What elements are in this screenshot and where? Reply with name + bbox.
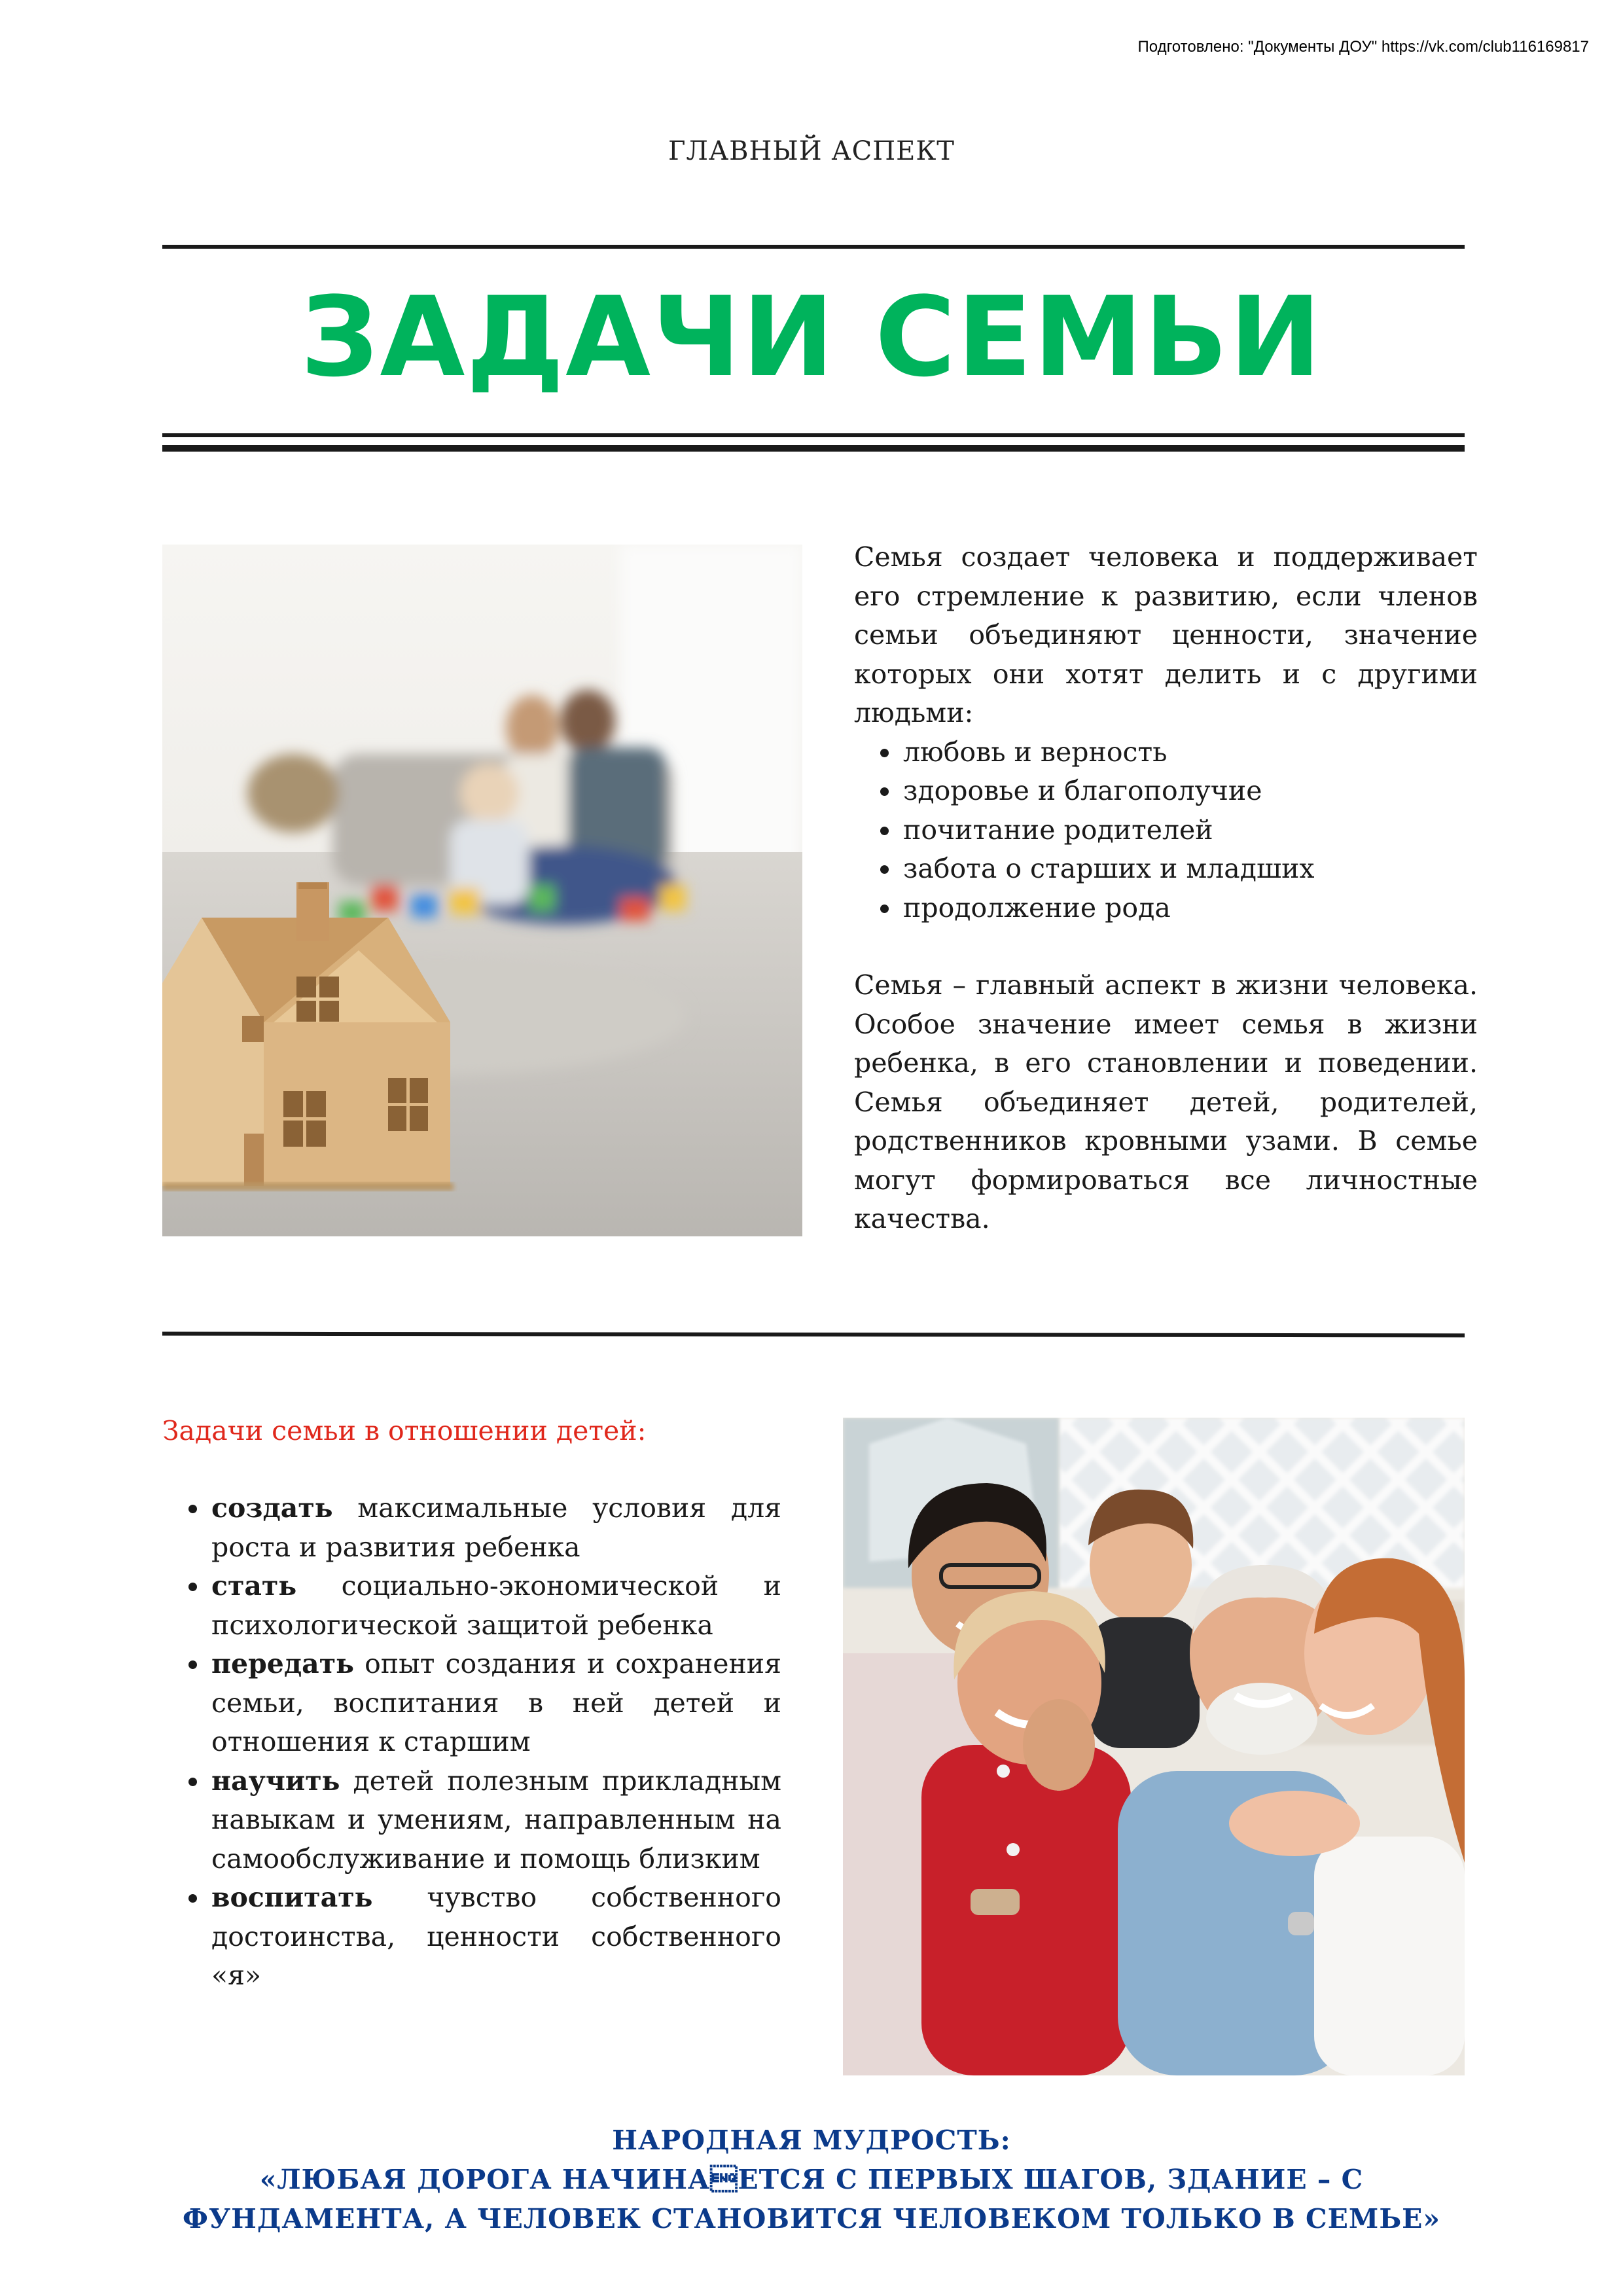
task-text: опыт создания и сохранения семьи, воспитания в ней детей и отношения к старшим: [211, 1648, 781, 1757]
page-title: ЗАДАЧИ СЕМЬИ: [300, 273, 1323, 401]
task-verb: научить: [211, 1765, 340, 1797]
list-item: [162, 1762, 781, 1879]
list-item: [162, 1489, 781, 1567]
intro-paragraph-2: Семья – главный аспект в жизни человека. Особое значение имеет семья в жизни ребенка, в его становлении и поведении. Семья объединяет детей, родителей, родственников кровными узами. В семье могут формироваться все личностные качества.: [854, 969, 1478, 1234]
values-list: [854, 733, 1478, 928]
intro-section: [854, 538, 1478, 1239]
task-verb: передать: [211, 1648, 354, 1679]
list-item: [162, 1567, 781, 1645]
wisdom-line: «ЛЮБАЯ ДОРОГА НАЧИНАЕТСЯ С ПЕРВЫХ ШАГОВ, ЗДАНИЕ – С: [259, 2164, 1364, 2195]
intro-lead: Семья создает человека и поддерживает его стремление к развитию, если членов семьи объединяют ценности, значение которых они хотят делить и с другими людьми:: [854, 541, 1478, 728]
title-double-rule-bottom: [162, 445, 1465, 452]
list-item: здоровье и благополучие: [854, 772, 1478, 811]
credit-note: Подготовлено: "Документы ДОУ" https://vk.com/club116169817: [1137, 38, 1589, 56]
list-item: почитание родителей: [854, 811, 1478, 850]
title-double-rule-top: [162, 433, 1465, 437]
task-verb: создать: [211, 1492, 333, 1524]
top-rule: [162, 245, 1465, 249]
list-item: забота о старших и младших: [854, 850, 1478, 889]
list-item: [162, 1645, 781, 1762]
folk-wisdom: [0, 2121, 1623, 2238]
tasks-heading: Задачи семьи в отношении детей:: [162, 1415, 647, 1446]
kicker-text: ГЛАВНЫЙ АСПЕКТ: [668, 136, 955, 166]
list-item: продолжение рода: [854, 889, 1478, 928]
family-group-illustration: [843, 1418, 1465, 2075]
task-verb: воспитать: [211, 1882, 373, 1913]
section-divider: [162, 1332, 1465, 1338]
tasks-list: [162, 1489, 781, 1996]
list-item: [162, 1878, 781, 1996]
house-family-illustration: [162, 545, 802, 1236]
house-family-photo: [162, 545, 802, 1236]
task-verb: стать: [211, 1570, 297, 1602]
wisdom-heading: НАРОДНАЯ МУДРОСТЬ:: [612, 2125, 1011, 2156]
multigenerational-family-photo: [843, 1418, 1465, 2075]
task-text: детей полезным прикладным навыкам и умениям, направленным на самообслуживание и помощь близким: [211, 1765, 781, 1874]
task-text: социально-экономической и психологической защитой ребенка: [211, 1570, 781, 1641]
task-text: максимальные условия для роста и развития ребенка: [211, 1492, 781, 1563]
task-text: чувство собственного достоинства, ценности собственного «я»: [211, 1882, 781, 1991]
list-item: любовь и верность: [854, 733, 1478, 772]
wisdom-line: ФУНДАМЕНТА, А ЧЕЛОВЕК СТАНОВИТСЯ ЧЕЛОВЕКОМ ТОЛЬКО В СЕМЬЕ»: [182, 2203, 1441, 2234]
